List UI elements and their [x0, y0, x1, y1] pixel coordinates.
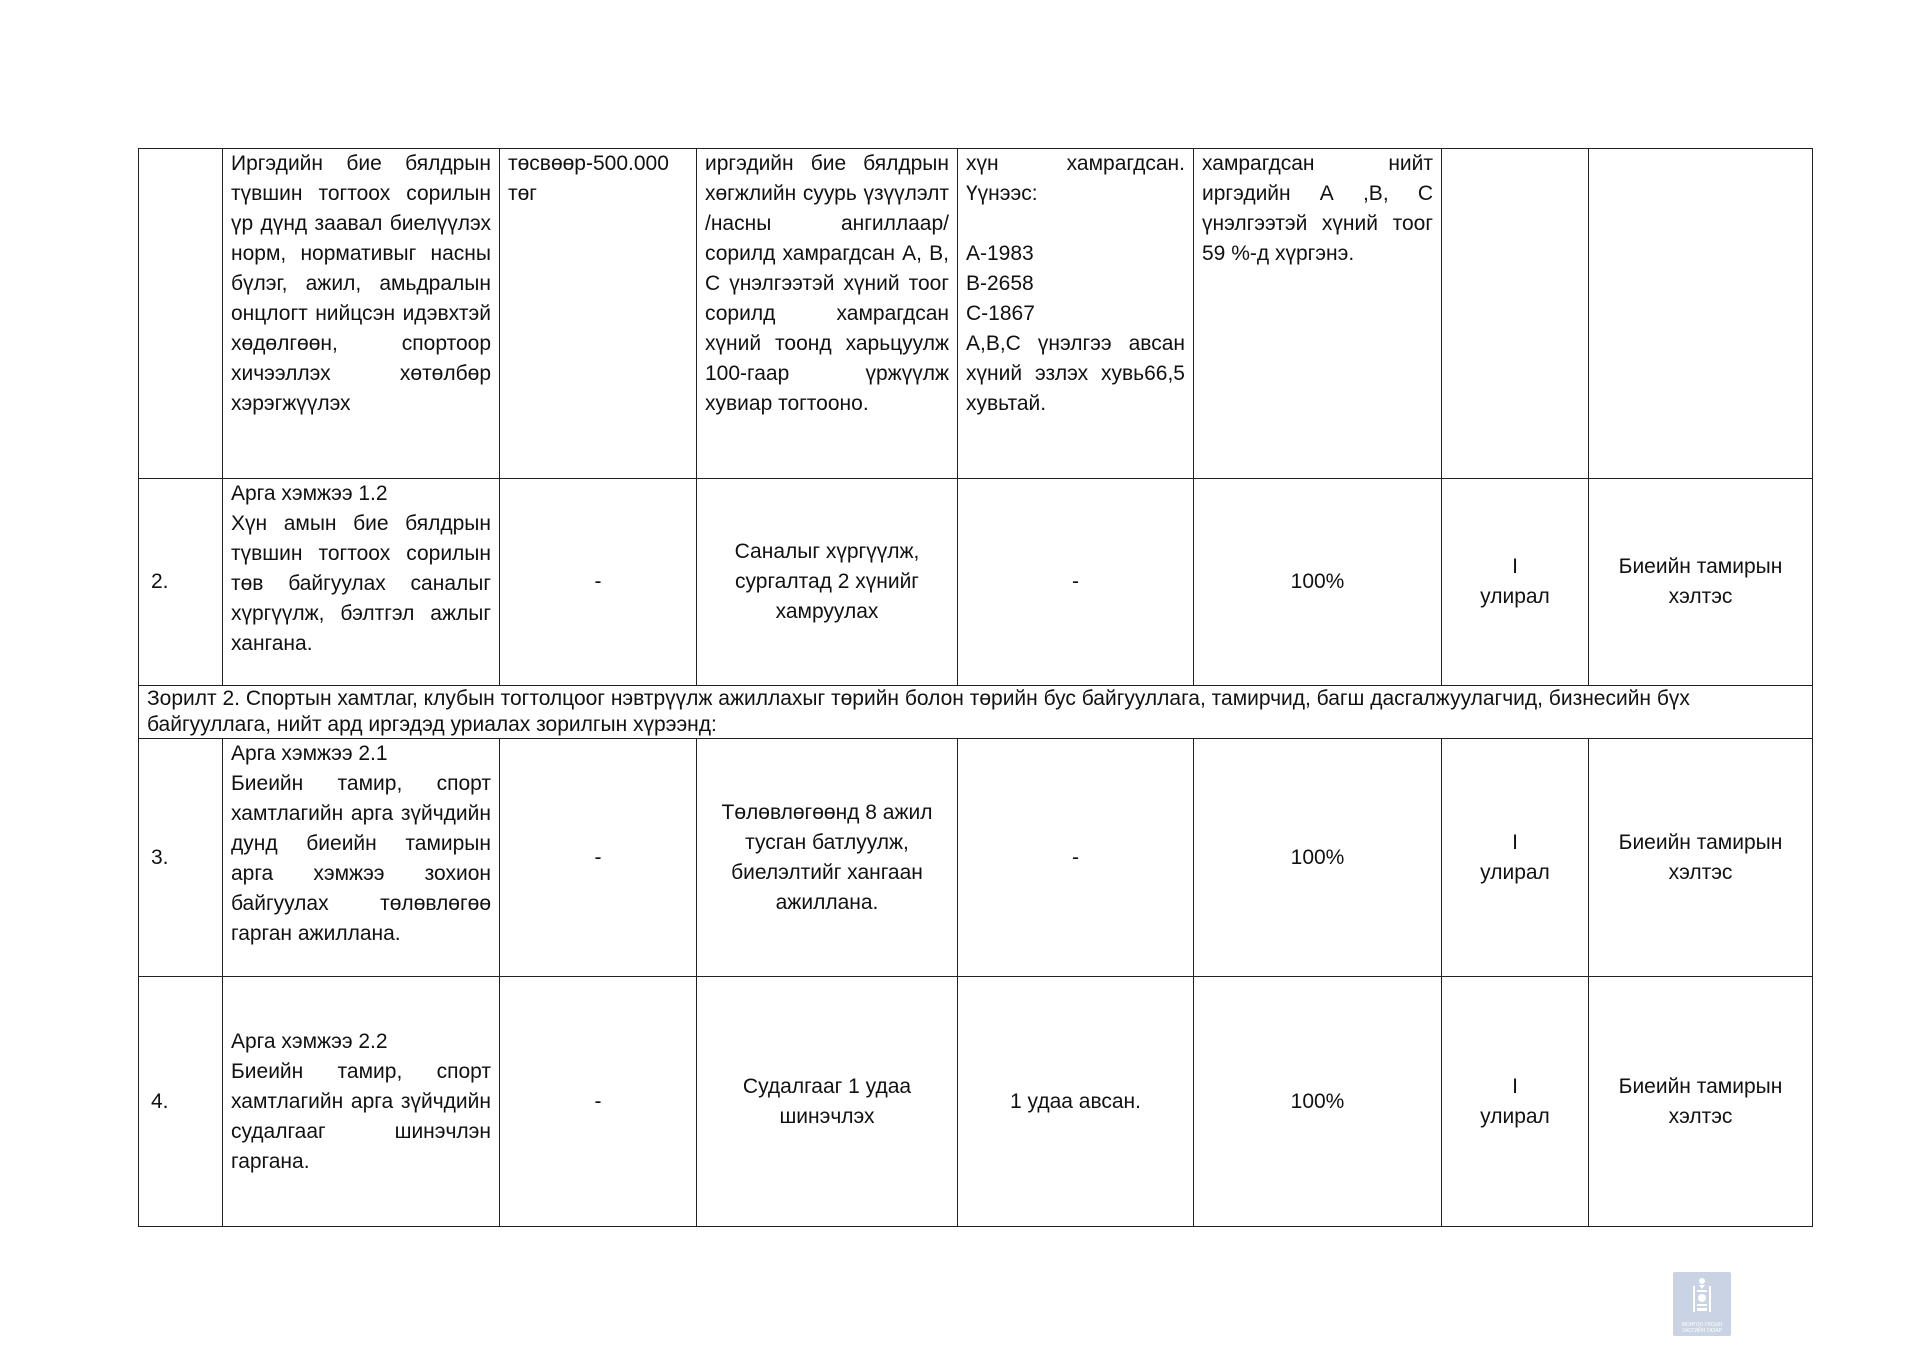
- table-row: [139, 977, 1813, 1227]
- activity-cell: Иргэдийн бие бялдрын түвшин тогтоох сорилын үр дүнд заавал биелүүлэх норм, нормативыг насны бүлэг, ажил, амьдралын онцлогт нийцсэн идэвхтэй хөдөлгөөн, спортоор хичээллэх хөтөлбөр хэрэгжүүлэх: [223, 149, 500, 479]
- table-row: [139, 739, 1813, 977]
- indicator-cell: Саналыг хүргүүлж, сургалтад 2 хүнийг хамруулах: [697, 479, 958, 686]
- row-number-cell: 4.: [139, 977, 223, 1227]
- indicator-cell: Судалгааг 1 удаа шинэчлэх: [697, 977, 958, 1227]
- government-emblem-logo: [1673, 1272, 1731, 1336]
- responsible-cell: Биеийн тамирын хэлтэс: [1589, 739, 1813, 977]
- goal-text: Зорилт 2. Спортын хамтлаг, клубын тогтолцоог нэвтрүүлж ажиллахыг төрийн болон төрийн бус байгууллага, тамирчид, багш дасгалжуулагчид, бизнесийн бүх байгууллага, нийт ард иргэдэд уриалах зорилгын хүрээнд:: [139, 686, 1813, 739]
- period-cell: I улирал: [1442, 977, 1589, 1227]
- emblem-caption: МОНГОЛ УЛСЫН ЗАСГИЙН ГАЗАР: [1681, 1322, 1723, 1334]
- row-number-cell: [139, 149, 223, 479]
- activity-cell: Арга хэмжээ 2.1 Биеийн тамир, спорт хамтлагийн арга зүйчдийн дунд биеийн тамирын арга хэмжээ зохион байгуулах төлөвлөгөө гарган ажиллана.: [223, 739, 500, 977]
- baseline-cell: хүн хамрагдсан. Үүнээс: А-1983 В-2658 С-1867 А,В,С үнэлгээ авсан хүний эзлэх хувь66,5 хувьтай.: [958, 149, 1194, 479]
- budget-cell: -: [500, 739, 697, 977]
- indicator-cell: Төлөвлөгөөнд 8 ажил тусган батлуулж, биелэлтийг хангаан ажиллана.: [697, 739, 958, 977]
- baseline-cell: 1 удаа авсан.: [958, 977, 1194, 1227]
- soyombo-icon: [1673, 1272, 1731, 1322]
- responsible-cell: Биеийн тамирын хэлтэс: [1589, 479, 1813, 686]
- table-row: [139, 479, 1813, 686]
- target-cell: 100%: [1194, 739, 1442, 977]
- period-cell: I улирал: [1442, 479, 1589, 686]
- goal-row: [139, 686, 1813, 739]
- period-cell: I улирал: [1442, 739, 1589, 977]
- baseline-cell: -: [958, 739, 1194, 977]
- budget-cell: -: [500, 977, 697, 1227]
- responsible-cell: Биеийн тамирын хэлтэс: [1589, 977, 1813, 1227]
- budget-cell: төсвөөр-500.000 төг: [500, 149, 697, 479]
- target-cell: 100%: [1194, 977, 1442, 1227]
- activity-cell: Арга хэмжээ 1.2 Хүн амын бие бялдрын түвшин тогтоох сорилын төв байгуулах саналыг хүргүүлж, бэлтгэл ажлыг хангана.: [223, 479, 500, 686]
- target-cell: хамрагдсан нийт иргэдийн А ,В, С үнэлгээтэй хүний тоог 59 %-д хүргэнэ.: [1194, 149, 1442, 479]
- row-number-cell: 2.: [139, 479, 223, 686]
- table-row: [139, 149, 1813, 479]
- row-number-cell: 3.: [139, 739, 223, 977]
- activity-cell: Арга хэмжээ 2.2 Биеийн тамир, спорт хамтлагийн арга зүйчдийн судалгааг шинэчлэн гаргана.: [223, 977, 500, 1227]
- action-plan-table: [138, 148, 1813, 1227]
- responsible-cell: [1589, 149, 1813, 479]
- target-cell: 100%: [1194, 479, 1442, 686]
- indicator-cell: иргэдийн бие бялдрын хөгжлийн суурь үзүүлэлт /насны ангиллаар/ сорилд хамрагдсан А, В, С үнэлгээтэй хүний тоог сорилд хамрагдсан хүний тоонд харьцуулж 100-гаар үржүүлж хувиар тогтооно.: [697, 149, 958, 479]
- budget-cell: -: [500, 479, 697, 686]
- baseline-cell: -: [958, 479, 1194, 686]
- period-cell: [1442, 149, 1589, 479]
